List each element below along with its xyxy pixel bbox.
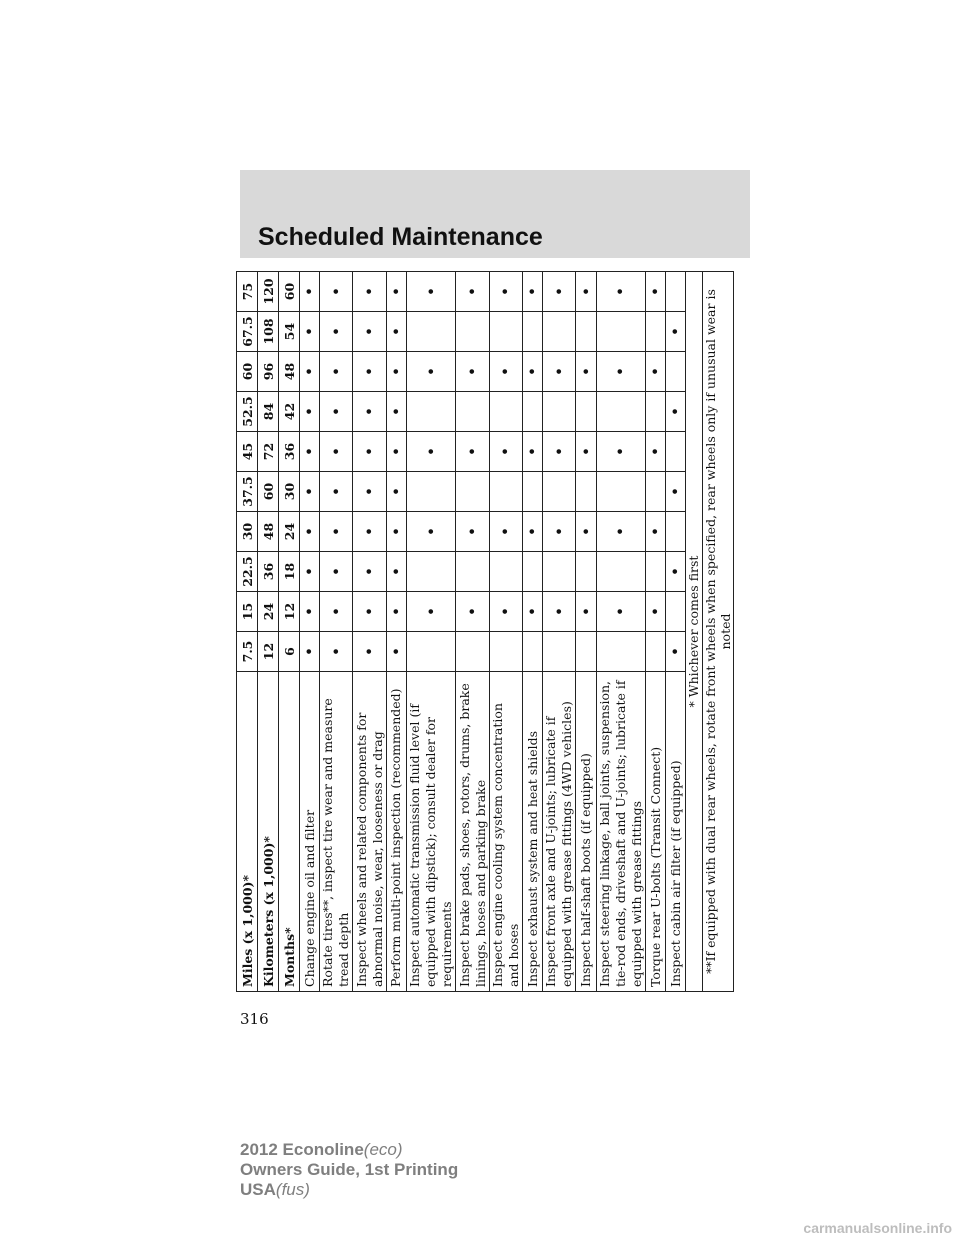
header-cell: 120: [258, 272, 279, 312]
header-cell: 22.5: [237, 552, 258, 592]
interval-mark: •: [646, 352, 666, 392]
interval-mark: [576, 312, 596, 352]
interval-mark: •: [300, 632, 320, 672]
interval-mark: •: [300, 392, 320, 432]
interval-mark: [522, 472, 542, 512]
service-item-label: Rotate tires**, inspect tire wear and measure tread depth: [320, 672, 353, 992]
header-cell: 7.5: [237, 632, 258, 672]
interval-mark: •: [320, 512, 353, 552]
interval-mark: •: [353, 592, 386, 632]
maintenance-table-rotated: [236, 272, 734, 992]
header-cell: 108: [258, 312, 279, 352]
interval-mark: •: [320, 352, 353, 392]
footer-line-3: [240, 1180, 458, 1200]
service-item-label: Change engine oil and filter: [300, 672, 320, 992]
header-row-label: Months*: [279, 672, 300, 992]
interval-mark: •: [320, 392, 353, 432]
interval-mark: [596, 312, 645, 352]
interval-mark: •: [576, 432, 596, 472]
footer-model-tag: (eco): [363, 1140, 403, 1159]
interval-mark: [456, 552, 489, 592]
header-cell: 45: [237, 432, 258, 472]
header-cell: 42: [279, 392, 300, 432]
header-row: [237, 272, 258, 992]
interval-mark: •: [576, 352, 596, 392]
interval-mark: •: [596, 352, 645, 392]
interval-mark: •: [596, 432, 645, 472]
table-row: [456, 272, 489, 992]
table-row: [522, 272, 542, 992]
table-note: **If equipped with dual rear wheels, rotate front wheels when specified, rear wheels only if unusual wear is noted: [702, 272, 733, 992]
interval-mark: [489, 472, 522, 512]
interval-mark: [596, 472, 645, 512]
header-cell: 15: [237, 592, 258, 632]
interval-mark: [543, 392, 576, 432]
interval-mark: •: [320, 592, 353, 632]
interval-mark: •: [646, 272, 666, 312]
interval-mark: •: [353, 312, 386, 352]
interval-mark: [456, 312, 489, 352]
interval-mark: •: [666, 632, 686, 672]
interval-mark: •: [386, 512, 406, 552]
interval-mark: •: [406, 352, 455, 392]
interval-mark: [666, 512, 686, 552]
interval-mark: •: [543, 592, 576, 632]
header-row-label: Miles (x 1,000)*: [237, 672, 258, 992]
interval-mark: [456, 392, 489, 432]
interval-mark: •: [489, 272, 522, 312]
header-cell: 12: [279, 592, 300, 632]
table-row: [576, 272, 596, 992]
interval-mark: •: [522, 512, 542, 552]
table-row: [320, 272, 353, 992]
interval-mark: [489, 392, 522, 432]
interval-mark: •: [353, 352, 386, 392]
interval-mark: •: [489, 352, 522, 392]
interval-mark: [666, 352, 686, 392]
header-cell: 36: [279, 432, 300, 472]
interval-mark: [406, 312, 455, 352]
header-cell: 12: [258, 632, 279, 672]
interval-mark: •: [300, 592, 320, 632]
interval-mark: •: [320, 432, 353, 472]
interval-mark: •: [576, 592, 596, 632]
interval-mark: [646, 472, 666, 512]
interval-mark: [489, 632, 522, 672]
header-cell: 96: [258, 352, 279, 392]
interval-mark: •: [489, 592, 522, 632]
interval-mark: •: [353, 632, 386, 672]
service-item-label: Inspect cabin air filter (if equipped): [666, 672, 686, 992]
interval-mark: •: [300, 312, 320, 352]
interval-mark: •: [456, 272, 489, 312]
interval-mark: [543, 472, 576, 512]
interval-mark: [489, 552, 522, 592]
interval-mark: •: [596, 592, 645, 632]
header-cell: 36: [258, 552, 279, 592]
interval-mark: [576, 392, 596, 432]
interval-mark: [596, 392, 645, 432]
interval-mark: •: [666, 392, 686, 432]
interval-mark: •: [320, 632, 353, 672]
interval-mark: •: [320, 472, 353, 512]
header-cell: 37.5: [237, 472, 258, 512]
interval-mark: •: [596, 272, 645, 312]
interval-mark: •: [666, 552, 686, 592]
service-item-label: Inspect brake pads, shoes, rotors, drums, brake linings, hoses and parking brake: [456, 672, 489, 992]
interval-mark: [522, 392, 542, 432]
header-cell: 30: [237, 512, 258, 552]
interval-mark: •: [406, 592, 455, 632]
interval-mark: [406, 632, 455, 672]
interval-mark: •: [522, 432, 542, 472]
footer-line-1: [240, 1140, 458, 1160]
service-item-label: Inspect engine cooling system concentration and hoses: [489, 672, 522, 992]
interval-mark: •: [300, 512, 320, 552]
interval-mark: [666, 272, 686, 312]
interval-mark: •: [646, 592, 666, 632]
interval-mark: •: [300, 432, 320, 472]
table-row: [646, 272, 666, 992]
interval-mark: [576, 632, 596, 672]
table-row: [353, 272, 386, 992]
header-cell: 75: [237, 272, 258, 312]
header-cell: 60: [237, 352, 258, 392]
service-item-label: Perform multi-point inspection (recommended): [386, 672, 406, 992]
header-row-label: Kilometers (x 1,000)*: [258, 672, 279, 992]
interval-mark: •: [543, 512, 576, 552]
interval-mark: •: [489, 432, 522, 472]
interval-mark: •: [543, 272, 576, 312]
table-row: [300, 272, 320, 992]
interval-mark: [543, 632, 576, 672]
header-cell: 54: [279, 312, 300, 352]
interval-mark: •: [353, 392, 386, 432]
interval-mark: [646, 312, 666, 352]
table-row: [489, 272, 522, 992]
table-note: * Whichever comes first: [686, 272, 702, 992]
interval-mark: [576, 472, 596, 512]
page-number: 316: [240, 1010, 269, 1028]
interval-mark: •: [320, 552, 353, 592]
interval-mark: [543, 552, 576, 592]
interval-mark: [666, 592, 686, 632]
interval-mark: [646, 392, 666, 432]
interval-mark: •: [300, 352, 320, 392]
header-row: [279, 272, 300, 992]
interval-mark: •: [456, 352, 489, 392]
interval-mark: [596, 552, 645, 592]
interval-mark: [596, 632, 645, 672]
interval-mark: •: [386, 552, 406, 592]
interval-mark: •: [386, 272, 406, 312]
interval-mark: [522, 552, 542, 592]
footer-line-2: Owners Guide, 1st Printing: [240, 1160, 459, 1179]
interval-mark: •: [406, 432, 455, 472]
interval-mark: [489, 312, 522, 352]
interval-mark: •: [353, 512, 386, 552]
interval-mark: [543, 312, 576, 352]
table-row: [386, 272, 406, 992]
interval-mark: •: [543, 352, 576, 392]
interval-mark: •: [386, 632, 406, 672]
interval-mark: •: [666, 312, 686, 352]
interval-mark: •: [320, 312, 353, 352]
service-item-label: Inspect front axle and U-joints; lubricate if equipped with grease fittings (4WD vehicles): [543, 672, 576, 992]
interval-mark: •: [522, 592, 542, 632]
service-item-label: Torque rear U-bolts (Transit Connect): [646, 672, 666, 992]
header-cell: 30: [279, 472, 300, 512]
footer-model: 2012 Econoline: [240, 1140, 364, 1159]
service-item-label: Inspect wheels and related components for abnormal noise, wear, looseness or drag: [353, 672, 386, 992]
header-cell: 6: [279, 632, 300, 672]
interval-mark: •: [320, 272, 353, 312]
interval-mark: [406, 472, 455, 512]
interval-mark: [522, 632, 542, 672]
section-header-box: [240, 170, 750, 258]
interval-mark: •: [576, 272, 596, 312]
table-row: [406, 272, 455, 992]
interval-mark: •: [353, 272, 386, 312]
interval-mark: [646, 552, 666, 592]
interval-mark: [522, 312, 542, 352]
interval-mark: [666, 432, 686, 472]
interval-mark: •: [456, 592, 489, 632]
interval-mark: [406, 392, 455, 432]
interval-mark: •: [456, 512, 489, 552]
header-cell: 52.5: [237, 392, 258, 432]
interval-mark: •: [489, 512, 522, 552]
header-cell: 60: [279, 272, 300, 312]
interval-mark: •: [300, 472, 320, 512]
interval-mark: •: [386, 592, 406, 632]
header-row: [258, 272, 279, 992]
interval-mark: •: [386, 312, 406, 352]
service-item-label: Inspect exhaust system and heat shields: [522, 672, 542, 992]
interval-mark: •: [456, 432, 489, 472]
interval-mark: •: [386, 392, 406, 432]
interval-mark: •: [406, 272, 455, 312]
interval-mark: [646, 632, 666, 672]
header-cell: 48: [279, 352, 300, 392]
watermark: carmanualsonline.info: [803, 1220, 952, 1236]
interval-mark: •: [386, 432, 406, 472]
interval-mark: •: [386, 352, 406, 392]
interval-mark: •: [353, 552, 386, 592]
interval-mark: •: [666, 472, 686, 512]
footer-region-tag: (fus): [275, 1180, 310, 1199]
interval-mark: [456, 472, 489, 512]
interval-mark: [456, 632, 489, 672]
header-cell: 48: [258, 512, 279, 552]
header-cell: 72: [258, 432, 279, 472]
header-cell: 84: [258, 392, 279, 432]
interval-mark: •: [522, 352, 542, 392]
maintenance-schedule-table: [236, 271, 734, 992]
interval-mark: •: [522, 272, 542, 312]
note-row: [702, 272, 733, 992]
interval-mark: [406, 552, 455, 592]
table-row: [596, 272, 645, 992]
interval-mark: •: [646, 432, 666, 472]
header-cell: 18: [279, 552, 300, 592]
table-row: [666, 272, 686, 992]
interval-mark: •: [543, 432, 576, 472]
header-cell: 24: [279, 512, 300, 552]
service-item-label: Inspect half-shaft boots (if equipped): [576, 672, 596, 992]
footer-region: USA: [240, 1180, 276, 1199]
interval-mark: •: [386, 472, 406, 512]
interval-mark: [576, 552, 596, 592]
service-item-label: Inspect steering linkage, ball joints, suspension, tie-rod ends, driveshaft and U-joints; lubricate if equipped with grease fittings: [596, 672, 645, 992]
section-title: Scheduled Maintenance: [258, 223, 543, 251]
interval-mark: •: [300, 552, 320, 592]
header-cell: 24: [258, 592, 279, 632]
header-cell: 60: [258, 472, 279, 512]
document-footer: [240, 1140, 458, 1200]
interval-mark: •: [353, 432, 386, 472]
interval-mark: •: [406, 512, 455, 552]
interval-mark: •: [646, 512, 666, 552]
interval-mark: •: [300, 272, 320, 312]
interval-mark: •: [596, 512, 645, 552]
interval-mark: •: [576, 512, 596, 552]
header-cell: 67.5: [237, 312, 258, 352]
service-item-label: Inspect automatic transmission fluid level (if equipped with dipstick); consult dealer for requirements: [406, 672, 455, 992]
table-row: [543, 272, 576, 992]
interval-mark: •: [353, 472, 386, 512]
note-row: [686, 272, 702, 992]
